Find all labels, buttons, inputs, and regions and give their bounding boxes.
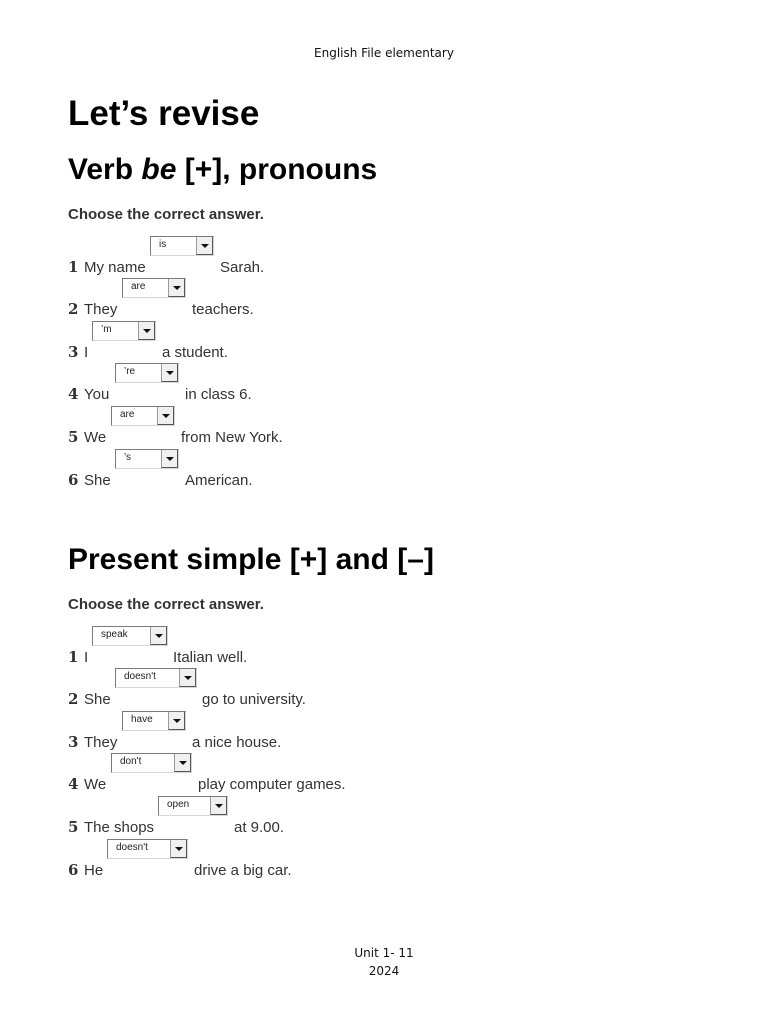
answer-dropdown[interactable] <box>122 711 186 731</box>
page-title: Let’s revise <box>68 94 260 133</box>
dropdown-value: speak <box>101 629 128 640</box>
section1-heading <box>68 153 377 187</box>
item-number: 1 <box>68 648 79 666</box>
item-text-before: You <box>84 386 110 403</box>
chevron-down-icon[interactable] <box>168 279 185 297</box>
dropdown-value: ’re <box>124 366 136 377</box>
item-text-after: at 9.00. <box>234 819 285 836</box>
item-text-before: We <box>84 429 107 446</box>
item-text-after: American. <box>185 472 253 489</box>
item-number: 5 <box>68 428 79 446</box>
answer-dropdown[interactable] <box>115 668 197 688</box>
dropdown-value: are <box>120 409 135 420</box>
section1-heading-part1: Verb <box>68 153 142 186</box>
item-number: 1 <box>68 258 79 276</box>
item-number: 2 <box>68 300 79 318</box>
dropdown-value: have <box>131 714 153 725</box>
item-text-before: The shops <box>84 819 155 836</box>
chevron-down-icon[interactable] <box>161 450 178 468</box>
chevron-down-icon[interactable] <box>168 712 185 730</box>
footer-unit: Unit 1- 11 <box>354 946 414 960</box>
footer-year: 2024 <box>368 964 400 978</box>
item-text-after: go to university. <box>202 691 306 708</box>
item-number: 3 <box>68 733 79 751</box>
item-text-before: I <box>84 649 89 666</box>
item-text-after: from New York. <box>181 429 283 446</box>
dropdown-value: are <box>131 281 146 292</box>
chevron-down-icon[interactable] <box>196 237 213 255</box>
chevron-down-icon[interactable] <box>210 797 227 815</box>
item-number: 2 <box>68 690 79 708</box>
section1-instruction: Choose the correct answer. <box>68 206 264 223</box>
section2-heading: Present simple [+] and [–] <box>68 543 434 576</box>
item-number: 6 <box>68 471 79 489</box>
section2-instruction: Choose the correct answer. <box>68 596 264 613</box>
item-number: 4 <box>68 775 79 793</box>
item-text-after: a student. <box>162 344 228 361</box>
item-number: 5 <box>68 818 79 836</box>
item-text-before: I <box>84 344 89 361</box>
item-number: 6 <box>68 861 79 879</box>
section1-heading-part3: [+], pronouns <box>176 153 378 186</box>
item-text-after: in class 6. <box>185 386 252 403</box>
item-text-before: They <box>84 734 118 751</box>
answer-dropdown[interactable] <box>92 321 156 341</box>
page-header: English File elementary <box>314 46 454 60</box>
dropdown-value: doesn't <box>124 671 156 682</box>
item-text-before: We <box>84 776 107 793</box>
chevron-down-icon[interactable] <box>174 754 191 772</box>
answer-dropdown[interactable] <box>107 839 188 859</box>
page-footer <box>0 944 768 980</box>
item-text-before: She <box>84 472 111 489</box>
section1-heading-part2: be <box>141 153 177 186</box>
item-text-before: She <box>84 691 111 708</box>
item-text-after: teachers. <box>192 301 254 318</box>
item-number: 4 <box>68 385 79 403</box>
dropdown-value: is <box>159 239 167 250</box>
item-text-before: They <box>84 301 118 318</box>
item-text-after: Sarah. <box>220 259 265 276</box>
dropdown-value: don't <box>120 756 142 767</box>
dropdown-value: open <box>167 799 190 810</box>
answer-dropdown[interactable] <box>111 406 175 426</box>
answer-dropdown[interactable] <box>115 449 179 469</box>
item-text-after: Italian well. <box>173 649 248 666</box>
answer-dropdown[interactable] <box>158 796 228 816</box>
dropdown-value: doesn't <box>116 842 148 853</box>
item-text-before: He <box>84 862 104 879</box>
answer-dropdown[interactable] <box>150 236 214 256</box>
chevron-down-icon[interactable] <box>170 840 187 858</box>
item-number: 3 <box>68 343 79 361</box>
item-text-after: drive a big car. <box>194 862 292 879</box>
answer-dropdown[interactable] <box>115 363 179 383</box>
answer-dropdown[interactable] <box>111 753 192 773</box>
answer-dropdown[interactable] <box>122 278 186 298</box>
dropdown-value: ’s <box>124 452 132 463</box>
chevron-down-icon[interactable] <box>150 627 167 645</box>
chevron-down-icon[interactable] <box>179 669 196 687</box>
item-text-before: My name <box>84 259 146 276</box>
item-text-after: play computer games. <box>198 776 346 793</box>
dropdown-value: ’m <box>101 324 112 335</box>
chevron-down-icon[interactable] <box>161 364 178 382</box>
item-text-after: a nice house. <box>192 734 282 751</box>
chevron-down-icon[interactable] <box>138 322 155 340</box>
answer-dropdown[interactable] <box>92 626 168 646</box>
chevron-down-icon[interactable] <box>157 407 174 425</box>
